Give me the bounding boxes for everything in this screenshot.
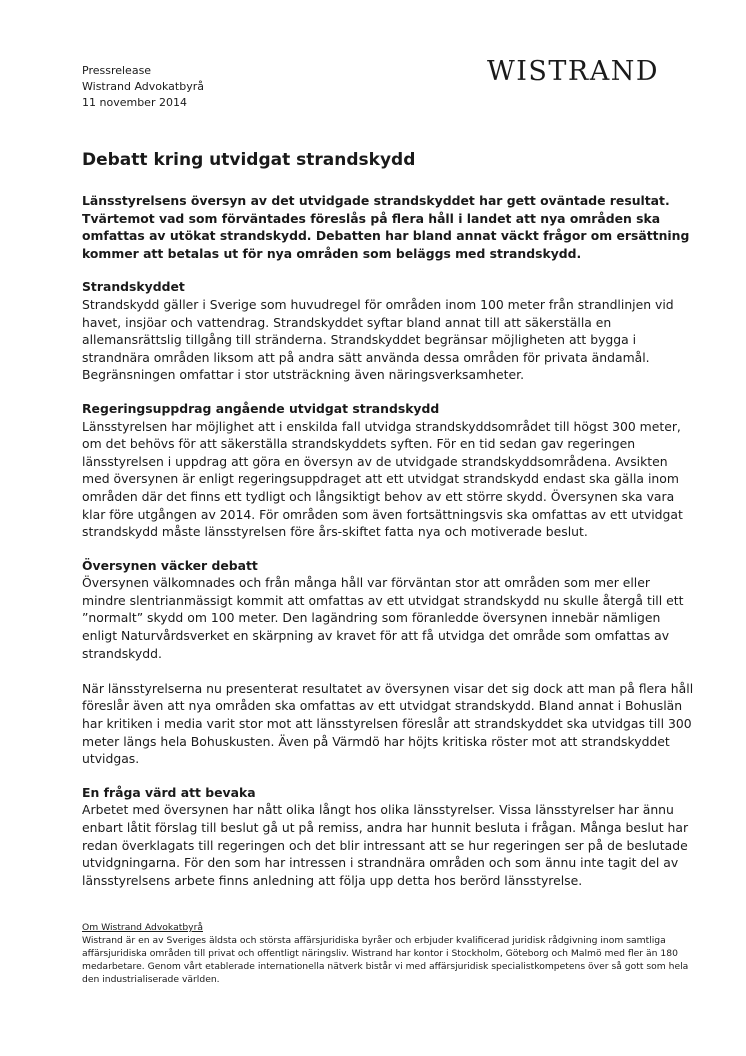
section-paragraph: Strandskydd gäller i Sverige som huvudregel för områden inom 100 meter från strandlinjen vid havet, insjöar och vattendrag. Strandskyddet syftar bland annat till att säkerställa en allemansrättslig tillgång till stränderna. Strandskyddet begränsar möjligheten att bygga i strandnära områden liksom att på andra sätt använda dessa områden för privata ändamål. Begränsningen omfattar i stor utsträckning även näringsverksamheter. — [82, 296, 674, 383]
section-heading: Regeringsuppdrag angående utvidgat strandskydd — [82, 400, 440, 416]
section-heading: Översynen väcker debatt — [82, 557, 258, 573]
section-strandskyddet — [82, 278, 697, 384]
section-regeringsuppdrag — [82, 400, 697, 541]
section-paragraph: När länsstyrelserna nu presenterat resultatet av översynen visar det sig dock att man på flera håll föreslår även att nya områden ska omfattas av ett utvidgat strandskydd. Bland annat i Bohuslän har kritiken i media varit stor mot att länsstyrelsen föreslår att strandskyddet ska utvidgas till 300 meter längs hela Bohuskusten. Även på Värmdö har höjts kritiska röster mot att strandskyddet utvidgas. — [82, 680, 694, 767]
lead-paragraph: Länsstyrelsens översyn av det utvidgade strandskyddet har gett oväntade resultat. Tvärtemot vad som förväntades föreslås på flera håll i landet att nya områden ska omfattas av utökat strandskydd. Debatten har bland annat väckt frågor om ersättning kommer att betalas ut för nya områden som beläggs med strandskydd. — [82, 193, 690, 261]
section-heading: Strandskyddet — [82, 279, 185, 295]
section-paragraph: Länsstyrelsen har möjlighet att i enskilda fall utvidga strandskyddsområdet till högst 300 meter, om det behövs för att säkerställa strandskyddets syften. För en tid sedan gav regeringen länsstyrelsen i uppdrag att göra en översyn av de utvidgade strandskyddsområdena. Avsikten med översynen är enligt regeringsuppdraget att ett utvidgat strandskydd endast ska gälla inom områden där det finns ett tydligt och långsiktigt behov av ett större skydd. Översynen ska vara klar före utgången av 2014. För områden som även fortsättningsvis ska omfattas av ett utvidgat strandskydd måste länsstyrelsen före års-skiftet fatta nya och motiverade beslut. — [82, 418, 683, 540]
section-oversynen — [82, 557, 697, 768]
footer-text: Wistrand är en av Sveriges äldsta och största affärsjuridiska byråer och erbjuder kvalificerad juridisk rådgivning inom samtliga affärsjuridiska områden till privat och offentligt näringsliv. Wistrand har kontor i Stockholm, Göteborg och Malmö med fler än 180 medarbetare. Genom vårt etablerade internationella nätverk bistår vi med affärsjuridisk specialistkompetens över så gott som hela den industrialiserade världen. — [82, 935, 689, 986]
meta-line-type: Pressrelease — [82, 64, 152, 77]
footer-about — [82, 921, 694, 986]
meta-line-company: Wistrand Advokatbyrå — [82, 80, 204, 93]
section-paragraph: Översynen välkomnades och från många håll var förväntan stor att områden som mer eller mindre slentrianmässigt kommit att omfattas av ett utvidgat strandskydd nu skulle återgå till ett ”normalt” skydd om 100 meter. Den lagändring som föranledde översynen innebär nämligen enligt Naturvårdsverket en skärpning av kravet för att få utvidga det område som omfattas av strandskydd. — [82, 575, 684, 661]
meta-line-date: 11 november 2014 — [82, 96, 187, 109]
section-paragraph: Arbetet med översynen har nått olika långt hos olika länsstyrelser. Vissa länsstyrelser har ännu enbart låtit förslag till beslut gå ut på remiss, andra har hunnit besluta i frågan. Många beslut har redan överklagats till regeringen och det blir intressant att se hur regeringen ser på de beslutade utvidgningarna. För den som har intressen i strandnära områden och som ännu inte tagit del av länsstyrelsens arbete finns anledning att följa upp detta hos berörd länsstyrelse. — [82, 802, 689, 888]
press-meta — [82, 63, 204, 111]
page-title: Debatt kring utvidgat strandskydd — [82, 150, 416, 170]
wistrand-logo: WISTRAND — [487, 56, 660, 87]
section-en-fraga — [82, 784, 697, 890]
footer-title: Om Wistrand Advokatbyrå — [82, 922, 203, 933]
section-heading: En fråga värd att bevaka — [82, 784, 256, 800]
article-body — [82, 192, 697, 905]
